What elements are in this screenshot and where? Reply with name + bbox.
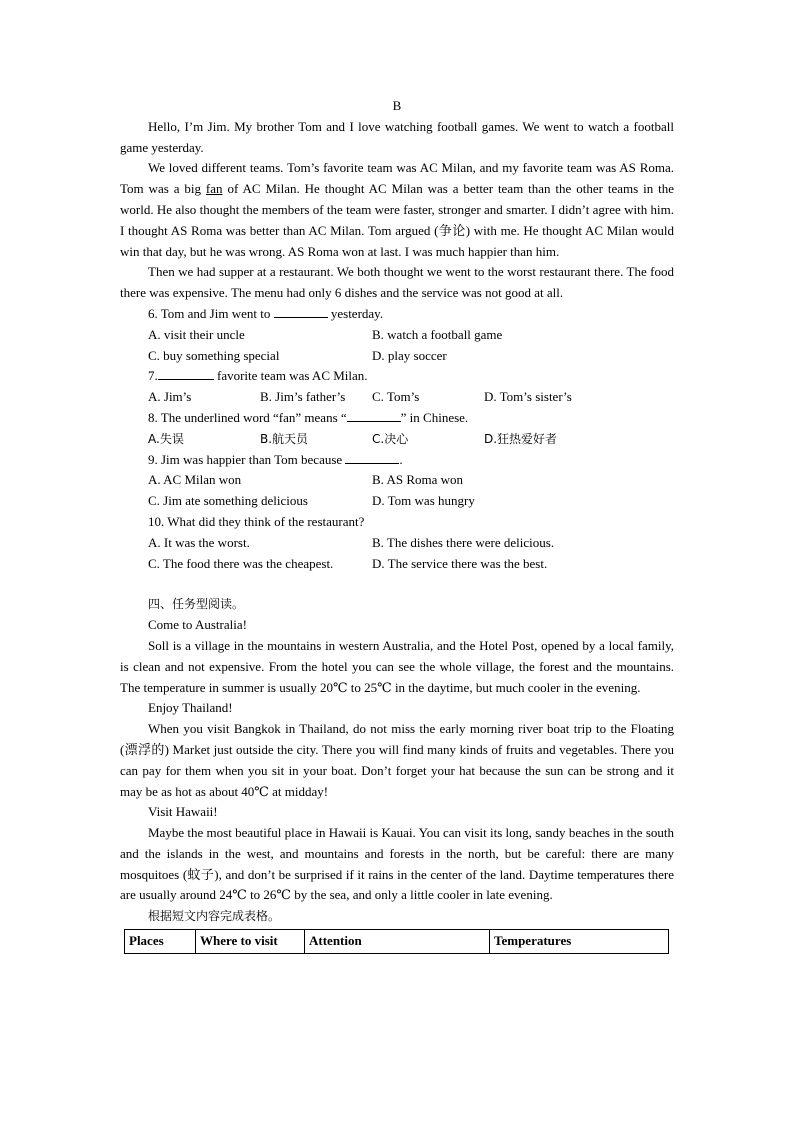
answer-table [124, 929, 669, 954]
question-6-options-row-2 [120, 346, 674, 367]
answer-blank [347, 409, 401, 422]
option-d: D. play soccer [372, 347, 447, 363]
option-c: C. buy something special [148, 347, 280, 363]
australia-title: Come to Australia! [148, 617, 247, 633]
passage-paragraph-3: Then we had supper at a restaurant. We both thought we went to the worst restaurant there. The food there was expensive. The menu had only 6 dishes and the service was not good at all. [120, 264, 674, 301]
answer-blank [274, 305, 328, 318]
thailand-paragraph: When you visit Bangkok in Thailand, do not miss the early morning river boat trip to the Floating (漂浮的) Market just outside the city. There you will find many kinds of fruits and vegetables. There you can pay for them when you sit in your boat. Don’t forget your hat because the sun can be strong and it may be as hot as about 40℃ at midday! [120, 721, 674, 799]
option-a: A. visit their uncle [148, 326, 245, 342]
option-b: B. The dishes there were delicious. [372, 534, 555, 550]
option-d: D.狂热爱好者 [484, 431, 558, 446]
paragraph-2-part-b: of AC Milan. He thought AC Milan was a better team than the other teams in the world. He also thought the members of the team were faster, stronger and smarter. I didn’t agree with him. I thought AS Roma was better than AC Milan. Tom argued (争论) with me. He thought AC Milan would win that day, but he was wrong. AS Roma won at last. I was much happier than him. [120, 181, 674, 259]
underlined-word-fan: fan [205, 181, 223, 197]
question-7: 7. favorite team was AC Milan. [148, 368, 368, 384]
answer-blank [158, 367, 214, 380]
option-c: C. Jim ate something delicious [148, 493, 308, 509]
option-a: A.失误 [148, 431, 184, 446]
option-c: C. Tom’s [372, 389, 420, 405]
table-instruction: 根据短文内容完成表格。 [148, 909, 281, 924]
header-places: Places [125, 930, 196, 954]
option-d: D. The service there was the best. [372, 555, 548, 571]
option-a: A. It was the worst. [148, 534, 250, 550]
question-9-options-row-1 [120, 470, 674, 491]
option-b: B. AS Roma won [372, 472, 464, 488]
option-c: C.决心 [372, 431, 409, 446]
hawaii-paragraph: Maybe the most beautiful place in Hawaii is Kauai. You can visit its long, sandy beaches in the south and the islands in the west, and mountains and forests in the north, but be careful: there are many mosquitoes (蚊子), and don’t be surprised if it rains in the center of the land. Daytime temperatures there are usually around 24℃ to 26℃ by the sea, and only a little cooler in late evening. [120, 825, 674, 903]
option-b: B. Jim’s father’s [260, 389, 346, 405]
option-b: B. watch a football game [372, 326, 503, 342]
question-10-options-row-2 [120, 554, 674, 575]
question-9: 9. Jim was happier than Tom because . [148, 451, 403, 467]
passage-paragraph-1: Hello, I’m Jim. My brother Tom and I love watching football games. We went to watch a football game yesterday. [120, 118, 674, 155]
document-page [120, 96, 674, 954]
option-a: A. Jim’s [148, 389, 192, 405]
header-attention: Attention [305, 930, 490, 954]
table-header-row [125, 930, 669, 954]
question-6-options-row-1 [120, 325, 674, 346]
question-7-options [120, 387, 674, 408]
thailand-title: Enjoy Thailand! [148, 700, 233, 716]
section-b-title: B [392, 98, 402, 113]
question-10-options-row-1 [120, 533, 674, 554]
question-6: 6. Tom and Jim went to yesterday. [148, 305, 384, 321]
option-b: B.航天员 [260, 431, 309, 446]
hawaii-title: Visit Hawaii! [148, 804, 218, 820]
section-4-heading: 四、任务型阅读。 [148, 597, 245, 612]
question-8-options [120, 429, 674, 450]
paragraph-2-part-a: We loved different teams. Tom’s favorite team was AC Milan, and my favorite team was AS Roma. Tom was a big [120, 160, 674, 197]
option-a: A. AC Milan won [148, 472, 242, 488]
australia-paragraph: Soll is a village in the mountains in western Australia, and the Hotel Post, opened by a local family, is clean and not expensive. From the hotel you can see the whole village, the forest and the mountains. The temperature in summer is usually 20℃ to 25℃ in the daytime, but much cooler in the evening. [120, 637, 674, 695]
question-9-options-row-2 [120, 491, 674, 512]
option-c: C. The food there was the cheapest. [148, 555, 334, 571]
passage-paragraph-2 [120, 158, 674, 262]
question-10: 10. What did they think of the restaurant? [148, 513, 365, 529]
header-where-to-visit: Where to visit [196, 930, 305, 954]
option-d: D. Tom was hungry [372, 493, 475, 509]
answer-blank [345, 451, 399, 464]
option-d: D. Tom’s sister’s [484, 389, 572, 405]
header-temperatures: Temperatures [490, 930, 669, 954]
question-8: 8. The underlined word “fan” means “ ” in Chinese. [148, 409, 469, 425]
